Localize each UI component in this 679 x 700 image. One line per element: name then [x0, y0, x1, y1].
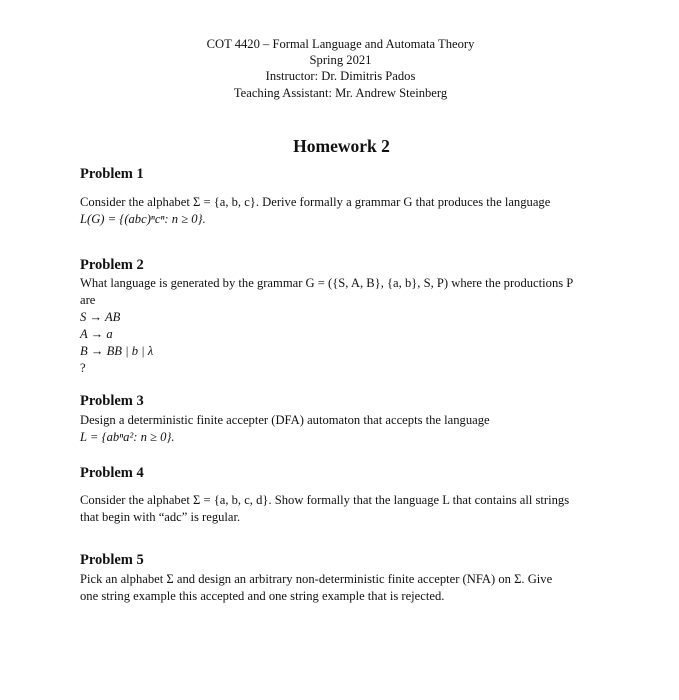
problem-1-title: Problem 1: [80, 166, 144, 182]
problem-line: ?: [80, 361, 86, 375]
problem-3-text: [80, 412, 605, 446]
course-title: COT 4420 – Formal Language and Automata Theory: [206, 37, 475, 51]
homework-title: Homework 2: [293, 136, 390, 156]
problem-line: Consider the alphabet Σ = {a, b, c}. Derive formally a grammar G that produces the language: [80, 195, 551, 209]
problem-line: Design a deterministic finite accepter (DFA) automaton that accepts the language: [80, 413, 490, 427]
problem-2-text: [80, 275, 605, 377]
problem-3-title: Problem 3: [80, 393, 144, 409]
problem-line: L = {abⁿa²: n ≥ 0}.: [80, 430, 175, 444]
document-header: [0, 36, 679, 101]
production-rule: B → BB | b | λ: [80, 344, 154, 358]
production-rule: S → AB: [80, 310, 121, 324]
production-rule: A → a: [80, 327, 113, 341]
problem-1-text: [80, 194, 605, 228]
problem-line: What language is generated by the grammar G = ({S, A, B}, {a, b}, S, P) where the productions P: [80, 276, 574, 290]
problem-line: are: [80, 293, 96, 307]
instructor: Instructor: Dr. Dimitris Pados: [265, 69, 416, 84]
problem-line: Consider the alphabet Σ = {a, b, c, d}. Show formally that the language L that contains all strings: [80, 493, 570, 507]
term: Spring 2021: [309, 53, 372, 68]
problem-5-text: [80, 571, 605, 605]
problem-4-title: Problem 4: [80, 465, 144, 481]
problem-4-text: [80, 492, 605, 526]
problem-5-title: Problem 5: [80, 552, 144, 568]
problem-2-title: Problem 2: [80, 257, 144, 273]
teaching-assistant: Teaching Assistant: Mr. Andrew Steinberg: [233, 85, 448, 100]
problem-line: that begin with “adc” is regular.: [80, 510, 241, 524]
problem-line: Pick an alphabet Σ and design an arbitrary non-deterministic finite accepter (NFA) on Σ. Give: [80, 572, 553, 586]
problem-line: one string example this accepted and one string example that is rejected.: [80, 589, 445, 603]
problem-line: L(G) = {(abc)ⁿcⁿ: n ≥ 0}.: [80, 212, 206, 226]
